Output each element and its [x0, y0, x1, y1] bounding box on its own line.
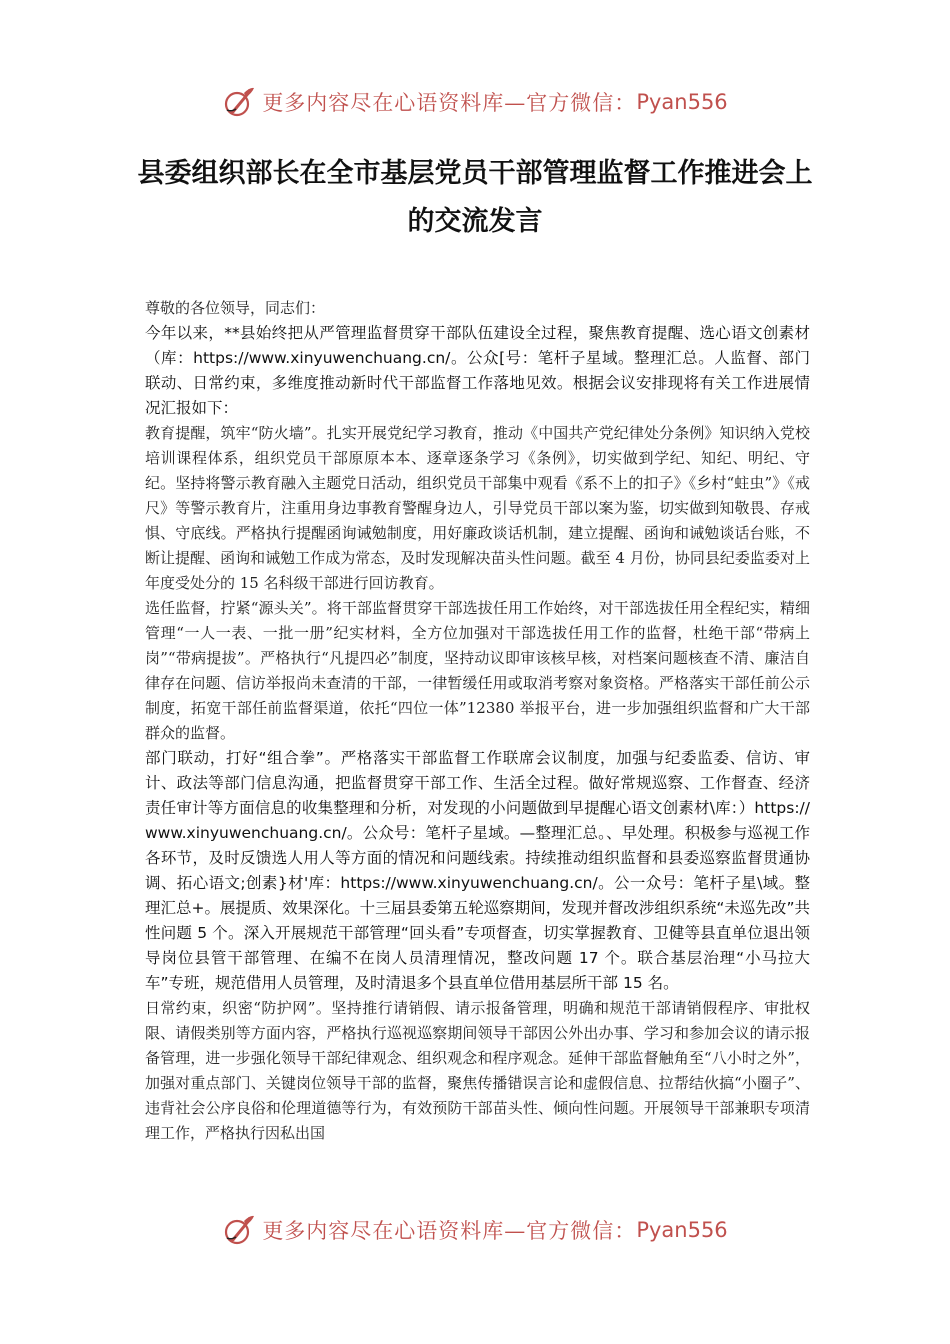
header-banner — [0, 82, 950, 122]
paragraph-education: 教育提醒，筑牢“防火墙”。扎实开展党纪学习教育，推动《中国共产党纪律处分条例》知识纳入党校培训课程体系，组织党员干部原原本本、逐章逐条学习《条例》，切实做到学纪、知纪、明纪、守纪。坚持将警示教育融入主题党日活动，组织党员干部集中观看《系不上的扣子》《乡村“蛀虫”》《戒尺》等警示教育片，注重用身边事教育警醒身边人，引导党员干部以案为鉴，切实做到知敬畏、存戒惧、守底线。严格执行提醒函询诫勉制度，用好廉政谈话机制，建立提醒、函询和诫勉谈话台账，不断让提醒、函询和诫勉工作成为常态，及时发现解决苗头性问题。截至 4 月份，协同县纪委监委对上年度受处分的 15 名科级干部进行回访教育。 — [145, 424, 810, 592]
salutation: 尊敬的各位领导，同志们： — [145, 299, 326, 317]
banner-text: 更多内容尽在心语资料库—官方微信： — [262, 1219, 637, 1243]
intro-paragraph: 今年以来，**县始终把从严管理监督贯穿干部队伍建设全过程，聚焦教育提醒、选心语文创素材（库：https://www.xinyuwenchuang.cn/。公众[号：笔杆子星域。整理汇总。人监督、部门联动、日常约束，多维度推动新时代干部监督工作落地见效。根据会议安排现将有关工作进展情况汇报如下： — [145, 324, 810, 417]
paragraph-selection: 选任监督，拧紧“源头关”。将干部监督贯穿干部选拔任用工作始终，对干部选拔任用全程纪实，精细管理“一人一表、一批一册”纪实材料，全方位加强对干部选拔任用工作的监督，杜绝干部“带病上岗”“带病提拔”。严格执行“凡提四必”制度，坚持动议即审该核早核，对档案问题核查不清、廉洁自律存在问题、信访举报尚未查清的干部，一律暂缓任用或取消考察对象资格。严格落实干部任前公示制度，拓宽干部任前监督渠道，依托“四位一体”12380 举报平台，进一步加强组织监督和广大干部群众的监督。 — [145, 599, 810, 742]
quill-pen-circle-icon — [222, 1213, 256, 1247]
quill-pen-circle-icon — [222, 85, 256, 119]
footer-banner — [0, 1210, 950, 1250]
banner-wechat-id: Pyan556 — [636, 1218, 728, 1242]
banner-text: 更多内容尽在心语资料库—官方微信： — [262, 91, 637, 115]
document-body — [145, 296, 810, 1196]
document-title: 县委组织部长在全市基层党员干部管理监督工作推进会上的交流发言 — [137, 158, 813, 237]
paragraph-daily-restraint: 日常约束，织密“防护网”。坚持推行请销假、请示报备管理，明确和规范干部请销假程序、审批权限、请假类别等方面内容，严格执行巡视巡察期间领导干部因公外出办事、学习和参加会议的请示报备管理，进一步强化领导干部纪律观念、组织观念和程序观念。延伸干部监督触角至“八小时之外”，加强对重点部门、关键岗位领导干部的监督，聚焦传播错误言论和虚假信息、拉帮结伙搞“小圈子”、违背社会公序良俗和伦理道德等行为，有效预防干部苗头性、倾向性问题。开展领导干部兼职专项清理工作，严格执行因私出国 — [145, 999, 810, 1142]
banner-wechat-id: Pyan556 — [636, 90, 728, 114]
paragraph-linkage: 部门联动，打好“组合拳”。严格落实干部监督工作联席会议制度，加强与纪委监委、信访、审计、政法等部门信息沟通，把监督贯穿干部工作、生活全过程。做好常规巡察、工作督查、经济责任审计等方面信息的收集整理和分析，对发现的小问题做到早提醒心语文创素材\库：）https://www.xinyuwenchuang.cn/。公众号：笔杆子星域。—整理汇总。、早处理。积极参与巡视工作各环节，及时反馈选人用人等方面的情况和问题线索。持续推动组织监督和县委巡察监督贯通协调、拓心语文;创素}材'库：https://www.xinyuwenchuang.cn/。公一众号：笔杆子星\域。整理汇总+。展提质、效果深化。十三届县委第五轮巡察期间，发现并督改涉组织系统“未巡先改”共性问题 5 个。深入开展规范干部管理“回头看”专项督查，切实掌握教育、卫健等县直单位退出领导岗位县管干部管理、在编不在岗人员清理情况，整改问题 17 个。联合基层治理“小马拉大车”专班，规范借用人员管理，及时清退多个县直单位借用基层所干部 15 名。 — [145, 749, 810, 992]
